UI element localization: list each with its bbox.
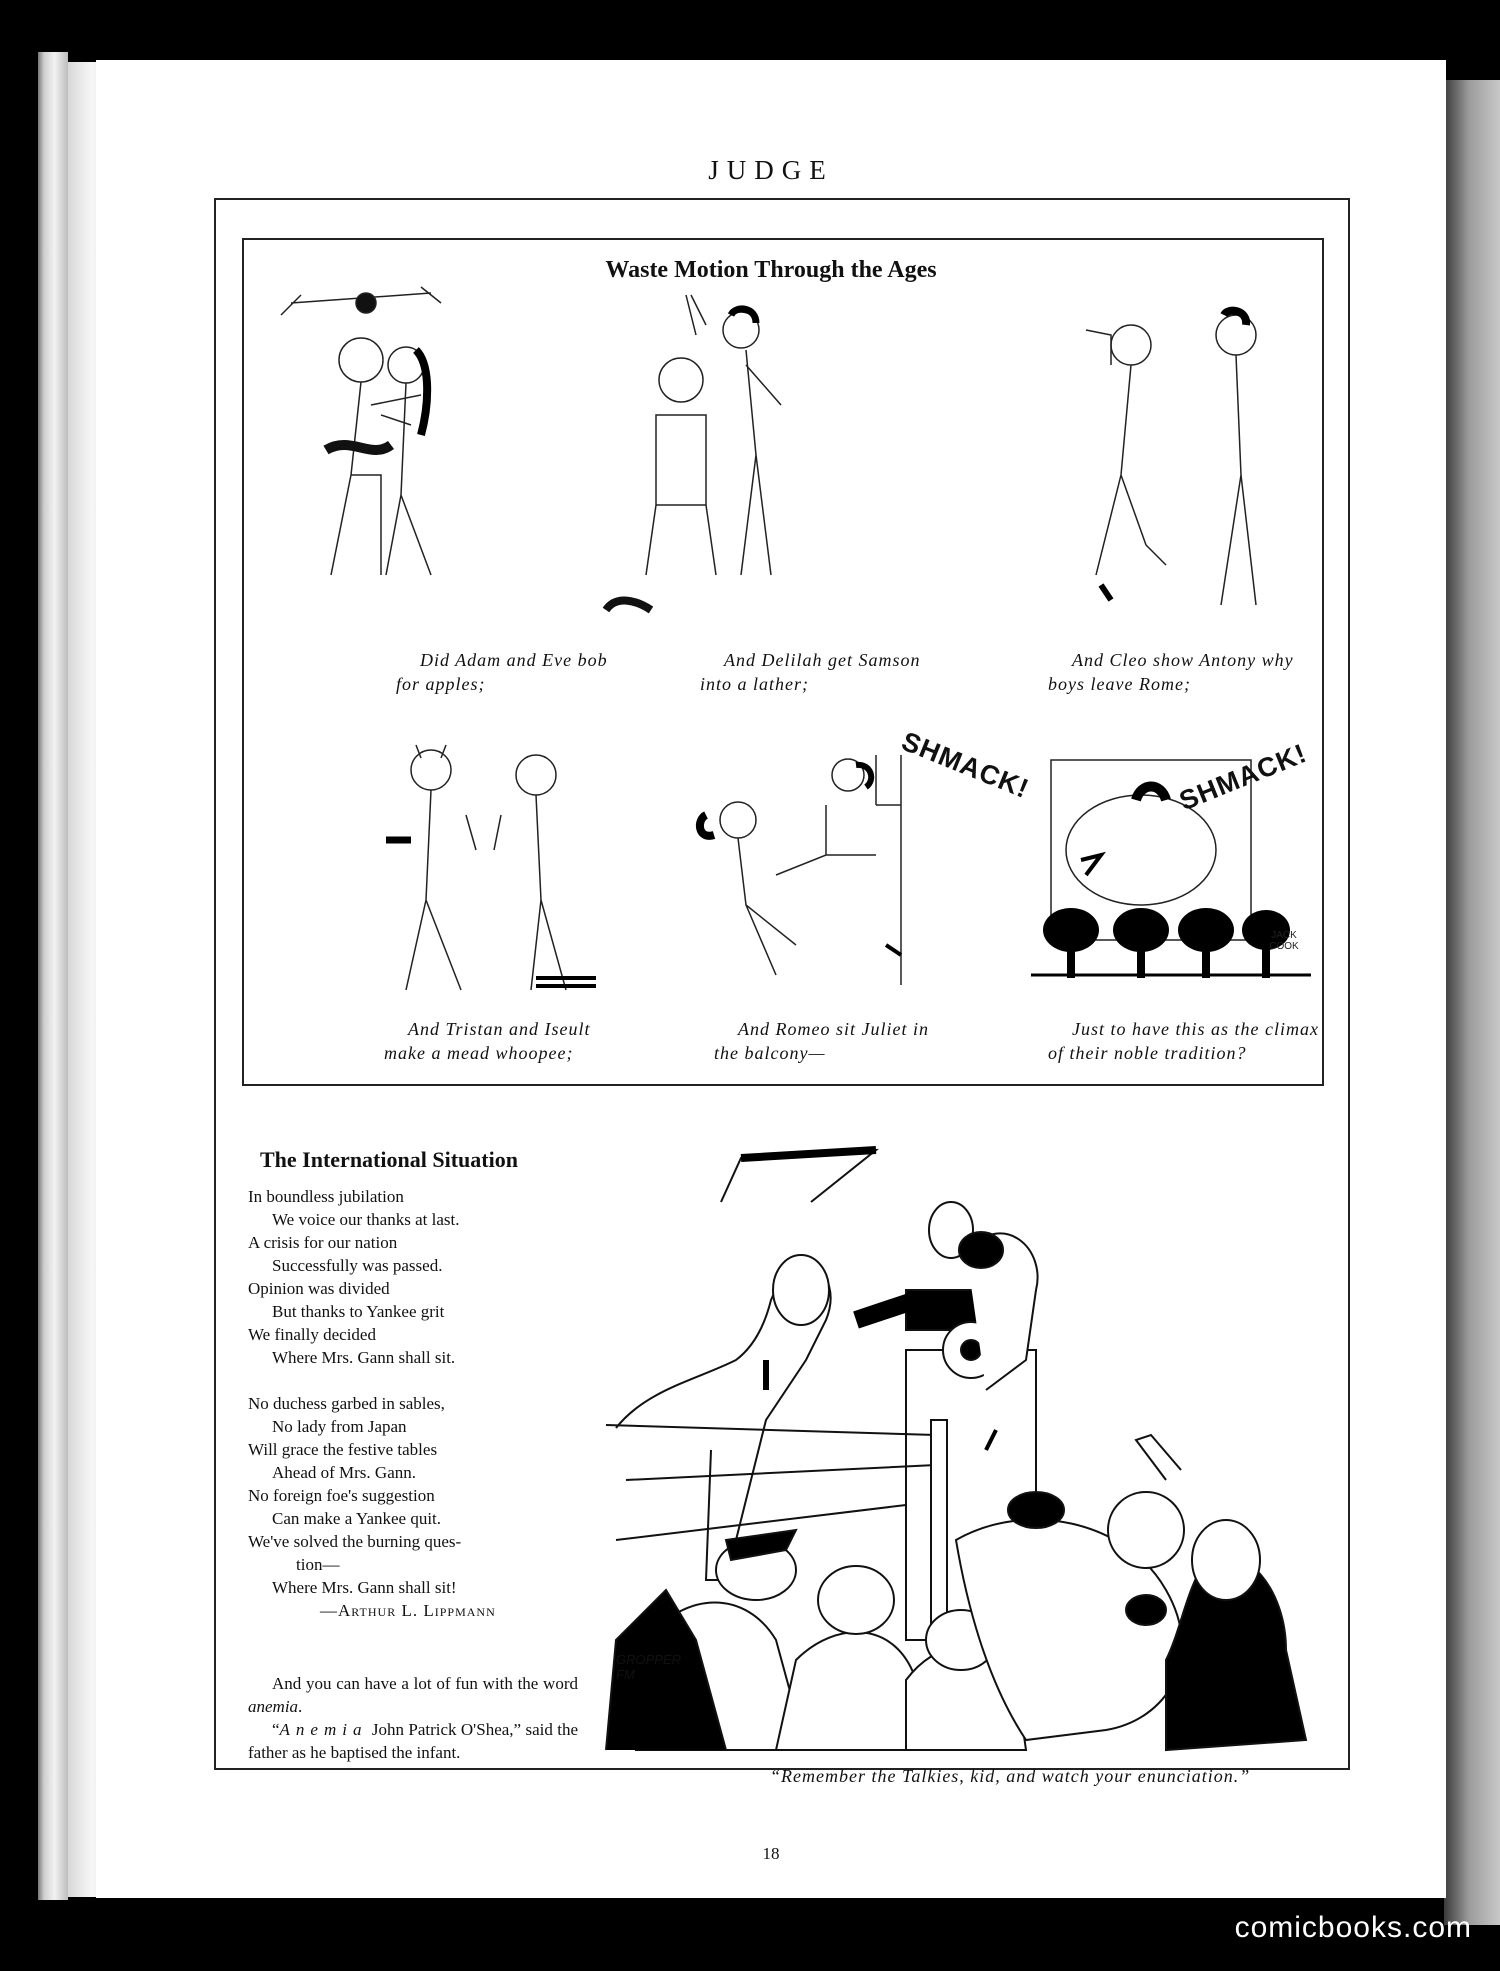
joke-p1-end: . [298,1697,303,1716]
poem-line: We voice our thanks at last. [272,1210,460,1229]
poem-line: Where Mrs. Gann shall sit. [272,1348,456,1367]
poem-text [248,1185,588,1622]
running-head: JUDGE [708,155,834,185]
poem-line: Where Mrs. Gann shall sit! [272,1578,457,1597]
caption-2-line-2: into a lather; [700,674,809,694]
panel-delilah-samson-illustration [596,275,896,635]
poem-line: Ahead of Mrs. Gann. [272,1463,416,1482]
poem-line: Successfully was passed. [272,1256,443,1275]
poem-line: We've solved the burning ques- [248,1532,462,1551]
poem-line: No foreign foe's suggestion [248,1486,435,1505]
joke-p2-italic: Anemia [279,1720,368,1739]
caption-2-line-1: And Delilah get Samson [724,650,921,670]
sound-effect-right: SHMACK! [1175,737,1312,817]
caption-6-line-2: of their noble tradition? [1048,1043,1247,1063]
panel-romeo-juliet-illustration [676,745,926,1005]
poem-line: No duchess garbed in sables, [248,1394,445,1413]
poem-line: A crisis for our nation [248,1233,398,1252]
poem-line: We finally decided [248,1325,376,1344]
joke-paragraph-2 [248,1718,578,1764]
caption-3-line-1: And Cleo show Antony why [1072,650,1294,670]
joke-p1-italic: anemia [248,1697,299,1716]
poem-line: Will grace the festive tables [248,1440,438,1459]
facing-page-edge [1444,80,1500,1925]
joke-p1-text: And you can have a lot of fun with the word [272,1674,578,1693]
sound-effect-left: SHMACK! [897,725,1034,805]
magazine-page [96,60,1446,1898]
caption-4-line-2: make a mead whoopee; [384,1043,574,1063]
panel-tristan-iseult-illustration [366,730,626,1010]
panel-adam-eve-illustration [281,275,541,635]
cartoon-caption: “Remember the Talkies, kid, and watch your enunciation.” [770,1766,1251,1786]
caption-3-line-2: boys leave Rome; [1048,674,1191,694]
boxing-cartoon-illustration [606,1120,1326,1750]
cartoon-signature: GROPPER FM [616,1652,682,1682]
poem-line: tion— [296,1555,340,1574]
poem-line: Opinion was divided [248,1279,390,1298]
joke-p2-quote: “ [272,1720,280,1739]
poem-line: In boundless jubilation [248,1187,404,1206]
caption-1-line-2: for apples; [396,674,486,694]
poem-line: But thanks to Yankee grit [272,1302,445,1321]
poem-line: No lady from Japan [272,1417,407,1436]
strip-title: Waste Motion Through the Ages [605,257,937,283]
caption-1 [396,648,676,696]
joke-paragraph-1 [248,1672,578,1718]
poem-author: —Arthur L. Lippmann [320,1601,496,1620]
caption-5 [714,1017,1014,1065]
caption-5-line-1: And Romeo sit Juliet in [738,1019,929,1039]
caption-3 [1048,648,1338,696]
caption-6-line-1: Just to have this as the climax [1072,1019,1319,1039]
joke-text [248,1672,578,1764]
joke-p2-text: John Patrick O'Shea,” said the father as he baptised the infant. [248,1720,578,1762]
watermark: comicbooks.com [1234,1911,1472,1944]
poem-title: The International Situation [260,1147,518,1172]
page-number: 18 [762,1844,780,1863]
caption-1-line-1: Did Adam and Eve bob [420,650,608,670]
caption-2 [700,648,990,696]
caption-5-line-2: the balcony— [714,1043,826,1063]
poem-stanza-gap [248,1369,588,1392]
poem-line: Can make a Yankee quit. [272,1509,442,1528]
panel-cleo-antony-illustration [1056,275,1316,635]
strip-signature: JACK COOK [1269,930,1299,952]
caption-4-line-1: And Tristan and Iseult [408,1019,591,1039]
caption-6 [1048,1017,1378,1065]
book-spine-edge [38,52,68,1900]
caption-4 [384,1017,674,1065]
